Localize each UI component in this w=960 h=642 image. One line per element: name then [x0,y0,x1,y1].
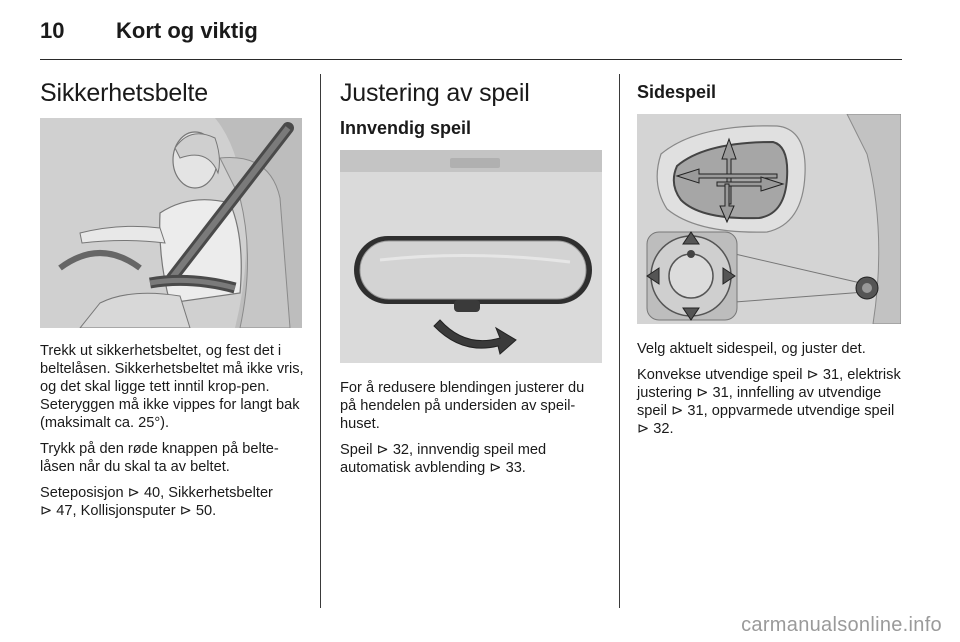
page-ref-icon: ⊳ [489,460,502,476]
page-header [40,18,900,48]
page-ref-icon: ⊳ [806,367,819,383]
seatbelt-paragraph-1: Trekk ut sikkerhetsbeltet, og fest det i beltelåsen. Sikkerhetsbeltet må ikke vris, og det skal ligge tett inntil krop-pen. Seteryggen må ikke vippes for langt bak (maksimalt ca. 25°). [40,343,304,431]
interior-mirror-illustration [340,150,602,363]
column-seatbelt [40,74,304,520]
watermark: carmanualsonline.info [741,614,942,636]
page-ref-icon: ⊳ [376,442,389,458]
seatbelt-paragraph-3: Seteposisjon ⊳ 40, Sikkerhetsbelter ⊳ 47, Kollisjonsputer ⊳ 50. [40,485,273,519]
section-heading-seatbelt: Sikkerhetsbelte [40,79,208,107]
page-ref-icon: ⊳ [179,503,192,519]
section-heading-mirrors: Justering av speil [340,79,530,107]
page-ref-icon: ⊳ [696,385,709,401]
interior-mirror-paragraph-2: Speil ⊳ 32, innvendig speil med automatisk avblending ⊳ 33. [340,442,547,476]
column-divider-2 [619,74,620,608]
page-ref-icon: ⊳ [40,503,53,519]
seatbelt-paragraph-2: Trykk på den røde knappen på belte-låsen når du skal ta av beltet. [40,441,279,475]
header-rule [40,59,902,60]
column-side-mirror [637,74,901,438]
side-mirror-paragraph-2: Konvekse utvendige speil ⊳ 31, elektrisk justering ⊳ 31, innfelling av utvendige speil ⊳ 31, oppvarmede utvendige speil ⊳ 32. [637,367,901,437]
subheading-interior-mirror: Innvendig speil [340,118,472,138]
subheading-side-mirror: Sidespeil [637,82,717,102]
side-mirror-paragraph-1: Velg aktuelt sidespeil, og juster det. [637,341,866,357]
page-ref-icon: ⊳ [127,485,140,501]
interior-mirror-paragraph-1: For å redusere blendingen justerer du på hendelen på undersiden av speil-huset. [340,380,585,432]
page-title: Kort og viktig [116,18,258,43]
column-mirror-adjustment [340,74,602,477]
seatbelt-illustration [40,118,302,328]
page-ref-icon: ⊳ [671,403,684,419]
side-mirror-illustration [637,114,901,324]
page-ref-icon: ⊳ [637,421,650,437]
column-divider-1 [320,74,321,608]
page-number: 10 [40,18,65,43]
